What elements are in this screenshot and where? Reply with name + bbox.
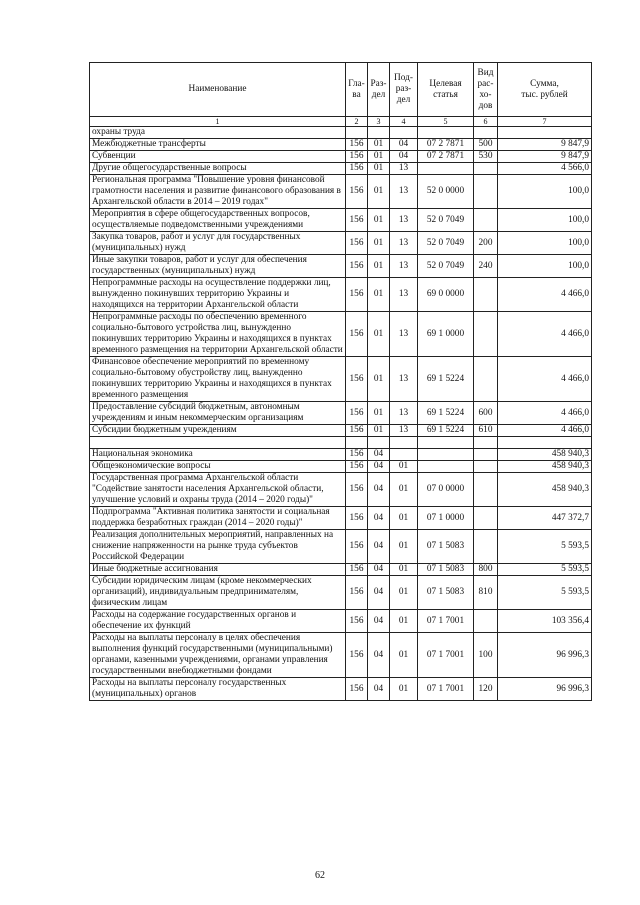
row-section: 01 bbox=[368, 357, 390, 402]
row-sum: 4 466,0 bbox=[498, 312, 592, 357]
row-chapter bbox=[346, 127, 368, 139]
row-sum: 5 593,5 bbox=[498, 530, 592, 564]
row-name: Иные закупки товаров, работ и услуг для обеспечения государственных (муниципальных) нужд bbox=[90, 255, 346, 278]
row-chapter: 156 bbox=[346, 357, 368, 402]
row-sum: 4 466,0 bbox=[498, 402, 592, 425]
row-expense-type bbox=[474, 610, 498, 633]
row-subsection: 01 bbox=[390, 461, 418, 473]
table-row bbox=[90, 255, 592, 278]
column-number-row bbox=[90, 117, 592, 127]
row-name: Расходы на содержание государственных органов и обеспечение их функций bbox=[90, 610, 346, 633]
row-subsection: 01 bbox=[390, 473, 418, 507]
table-row bbox=[90, 461, 592, 473]
row-section: 04 bbox=[368, 473, 390, 507]
row-section: 04 bbox=[368, 530, 390, 564]
row-expense-type bbox=[474, 461, 498, 473]
row-chapter: 156 bbox=[346, 610, 368, 633]
row-subsection: 04 bbox=[390, 151, 418, 163]
table-row bbox=[90, 678, 592, 701]
row-chapter: 156 bbox=[346, 507, 368, 530]
row-sum: 100,0 bbox=[498, 232, 592, 255]
row-expense-type bbox=[474, 175, 498, 209]
row-chapter: 156 bbox=[346, 163, 368, 175]
row-chapter: 156 bbox=[346, 576, 368, 610]
table-row bbox=[90, 175, 592, 209]
row-chapter: 156 bbox=[346, 473, 368, 507]
row-sum: 447 372,7 bbox=[498, 507, 592, 530]
row-subsection: 01 bbox=[390, 530, 418, 564]
row-target: 52 0 7049 bbox=[418, 255, 474, 278]
row-sum: 9 847,9 bbox=[498, 139, 592, 151]
row-subsection: 13 bbox=[390, 163, 418, 175]
header-name: Наименование bbox=[90, 63, 346, 117]
row-target: 07 2 7871 bbox=[418, 151, 474, 163]
row-expense-type: 610 bbox=[474, 425, 498, 437]
row-expense-type bbox=[474, 530, 498, 564]
row-sum: 100,0 bbox=[498, 255, 592, 278]
row-section bbox=[368, 437, 390, 449]
row-name: Общеэкономические вопросы bbox=[90, 461, 346, 473]
table-row bbox=[90, 437, 592, 449]
row-chapter: 156 bbox=[346, 461, 368, 473]
row-target bbox=[418, 461, 474, 473]
row-section: 04 bbox=[368, 610, 390, 633]
row-subsection: 13 bbox=[390, 357, 418, 402]
row-section: 01 bbox=[368, 151, 390, 163]
row-subsection: 13 bbox=[390, 209, 418, 232]
row-section: 01 bbox=[368, 232, 390, 255]
row-expense-type: 600 bbox=[474, 402, 498, 425]
row-chapter: 156 bbox=[346, 151, 368, 163]
row-name: Закупка товаров, работ и услуг для государственных (муниципальных) нужд bbox=[90, 232, 346, 255]
table-row bbox=[90, 127, 592, 139]
row-subsection: 01 bbox=[390, 576, 418, 610]
row-subsection: 01 bbox=[390, 678, 418, 701]
row-expense-type bbox=[474, 449, 498, 461]
header-section: Раз- дел bbox=[368, 63, 390, 117]
row-expense-type bbox=[474, 278, 498, 312]
row-name: Расходы на выплаты персоналу в целях обеспечения выполнения функций государственными (муниципальными) органами, казенными учреждениями, органами управления государственными внебюджетными фондами bbox=[90, 633, 346, 678]
row-name: Расходы на выплаты персоналу государственных (муниципальных) органов bbox=[90, 678, 346, 701]
row-subsection: 01 bbox=[390, 564, 418, 576]
row-section: 01 bbox=[368, 402, 390, 425]
column-number: 2 bbox=[346, 117, 368, 127]
column-number: 7 bbox=[498, 117, 592, 127]
row-target: 07 1 7001 bbox=[418, 610, 474, 633]
table-row bbox=[90, 576, 592, 610]
row-section: 04 bbox=[368, 576, 390, 610]
row-chapter: 156 bbox=[346, 449, 368, 461]
row-section bbox=[368, 127, 390, 139]
row-name: Национальная экономика bbox=[90, 449, 346, 461]
row-expense-type: 120 bbox=[474, 678, 498, 701]
column-number: 5 bbox=[418, 117, 474, 127]
row-name: Мероприятия в сфере общегосударственных вопросов, осуществляемые подведомственными учреждениями bbox=[90, 209, 346, 232]
row-target: 07 1 7001 bbox=[418, 678, 474, 701]
row-target: 07 1 7001 bbox=[418, 633, 474, 678]
row-target: 52 0 0000 bbox=[418, 175, 474, 209]
row-target bbox=[418, 127, 474, 139]
row-sum: 4 566,0 bbox=[498, 163, 592, 175]
row-subsection: 13 bbox=[390, 402, 418, 425]
table-header-row bbox=[90, 63, 592, 117]
row-target: 69 1 0000 bbox=[418, 312, 474, 357]
row-sum: 4 466,0 bbox=[498, 425, 592, 437]
row-name: Другие общегосударственные вопросы bbox=[90, 163, 346, 175]
table-row bbox=[90, 151, 592, 163]
row-target: 07 1 5083 bbox=[418, 564, 474, 576]
row-chapter: 156 bbox=[346, 209, 368, 232]
row-subsection: 13 bbox=[390, 232, 418, 255]
row-section: 01 bbox=[368, 139, 390, 151]
row-target bbox=[418, 449, 474, 461]
column-number: 3 bbox=[368, 117, 390, 127]
row-subsection bbox=[390, 449, 418, 461]
table-row bbox=[90, 449, 592, 461]
row-expense-type bbox=[474, 357, 498, 402]
row-sum: 96 996,3 bbox=[498, 678, 592, 701]
row-chapter bbox=[346, 437, 368, 449]
table-row bbox=[90, 163, 592, 175]
column-number: 6 bbox=[474, 117, 498, 127]
row-expense-type: 810 bbox=[474, 576, 498, 610]
row-name: Непрограммные расходы на осуществление поддержки лиц, вынужденно покинувших территорию Украины и находящихся на территории Архангельской области bbox=[90, 278, 346, 312]
row-section: 01 bbox=[368, 175, 390, 209]
header-sum: Сумма, тыс. рублей bbox=[498, 63, 592, 117]
table-row bbox=[90, 507, 592, 530]
row-subsection: 01 bbox=[390, 633, 418, 678]
row-sum: 103 356,4 bbox=[498, 610, 592, 633]
table-row bbox=[90, 425, 592, 437]
row-target: 69 1 5224 bbox=[418, 402, 474, 425]
row-expense-type: 100 bbox=[474, 633, 498, 678]
table-body bbox=[90, 127, 592, 701]
row-sum: 458 940,3 bbox=[498, 449, 592, 461]
row-section: 04 bbox=[368, 507, 390, 530]
row-subsection: 04 bbox=[390, 139, 418, 151]
row-name: Государственная программа Архангельской области "Содействие занятости населения Архангельской области, улучшение условий и охраны труда (2014 – 2020 годы)" bbox=[90, 473, 346, 507]
row-name: Подпрограмма "Активная политика занятости и социальная поддержка безработных граждан (2014 – 2020 годы)" bbox=[90, 507, 346, 530]
row-section: 01 bbox=[368, 425, 390, 437]
row-sum: 458 940,3 bbox=[498, 461, 592, 473]
row-target: 52 0 7049 bbox=[418, 209, 474, 232]
row-name: Иные бюджетные ассигнования bbox=[90, 564, 346, 576]
row-chapter: 156 bbox=[346, 139, 368, 151]
row-subsection: 01 bbox=[390, 507, 418, 530]
row-expense-type bbox=[474, 127, 498, 139]
row-target bbox=[418, 437, 474, 449]
table-row bbox=[90, 564, 592, 576]
row-chapter: 156 bbox=[346, 633, 368, 678]
header-expense-type: Вид рас- хо- дов bbox=[474, 63, 498, 117]
row-section: 04 bbox=[368, 564, 390, 576]
row-sum bbox=[498, 437, 592, 449]
row-target: 07 0 0000 bbox=[418, 473, 474, 507]
row-chapter: 156 bbox=[346, 402, 368, 425]
row-section: 01 bbox=[368, 209, 390, 232]
row-expense-type: 800 bbox=[474, 564, 498, 576]
row-name: Непрограммные расходы по обеспечению временного социально-бытового устройства лиц, вынужденно покинувших территорию Украины и находящихся в пунктах временного размещения на территории Архангельской области bbox=[90, 312, 346, 357]
row-name: Региональная программа "Повышение уровня финансовой грамотности населения и развитие финансового образования в Архангельской области в 2014 – 2019 годах" bbox=[90, 175, 346, 209]
table-row bbox=[90, 610, 592, 633]
row-target: 07 1 5083 bbox=[418, 576, 474, 610]
row-name: Субсидии бюджетным учреждениям bbox=[90, 425, 346, 437]
row-expense-type bbox=[474, 163, 498, 175]
budget-table bbox=[89, 62, 592, 701]
row-target: 69 0 0000 bbox=[418, 278, 474, 312]
row-chapter: 156 bbox=[346, 232, 368, 255]
table-row bbox=[90, 530, 592, 564]
row-name: Финансовое обеспечение мероприятий по временному социально-бытовому обустройству лиц, вынужденно покинувших территорию Украины и находящихся в пунктах временного размещения bbox=[90, 357, 346, 402]
row-section: 01 bbox=[368, 255, 390, 278]
row-sum: 5 593,5 bbox=[498, 576, 592, 610]
row-subsection: 01 bbox=[390, 610, 418, 633]
row-sum: 100,0 bbox=[498, 209, 592, 232]
row-target bbox=[418, 163, 474, 175]
row-target: 69 1 5224 bbox=[418, 425, 474, 437]
row-section: 04 bbox=[368, 461, 390, 473]
row-name: охраны труда bbox=[90, 127, 346, 139]
row-expense-type bbox=[474, 507, 498, 530]
row-chapter: 156 bbox=[346, 678, 368, 701]
table-row bbox=[90, 473, 592, 507]
row-chapter: 156 bbox=[346, 425, 368, 437]
row-section: 01 bbox=[368, 312, 390, 357]
row-sum: 9 847,9 bbox=[498, 151, 592, 163]
header-chapter: Гла- ва bbox=[346, 63, 368, 117]
row-section: 04 bbox=[368, 678, 390, 701]
row-chapter: 156 bbox=[346, 530, 368, 564]
row-expense-type bbox=[474, 437, 498, 449]
row-chapter: 156 bbox=[346, 312, 368, 357]
row-name: Предоставление субсидий бюджетным, автономным учреждениям и иным некоммерческим организациям bbox=[90, 402, 346, 425]
table-row bbox=[90, 633, 592, 678]
table-row bbox=[90, 209, 592, 232]
row-name: Межбюджетные трансферты bbox=[90, 139, 346, 151]
row-name bbox=[90, 437, 346, 449]
row-sum: 4 466,0 bbox=[498, 278, 592, 312]
row-subsection bbox=[390, 127, 418, 139]
row-target: 07 1 5083 bbox=[418, 530, 474, 564]
column-number: 4 bbox=[390, 117, 418, 127]
row-sum: 96 996,3 bbox=[498, 633, 592, 678]
row-expense-type: 240 bbox=[474, 255, 498, 278]
table-row bbox=[90, 232, 592, 255]
row-target: 07 2 7871 bbox=[418, 139, 474, 151]
table-row bbox=[90, 278, 592, 312]
header-target: Целевая статья bbox=[418, 63, 474, 117]
row-section: 04 bbox=[368, 449, 390, 461]
row-expense-type: 500 bbox=[474, 139, 498, 151]
row-subsection: 13 bbox=[390, 278, 418, 312]
row-sum: 5 593,5 bbox=[498, 564, 592, 576]
row-name: Субсидии юридическим лицам (кроме некоммерческих организаций), индивидуальным предпринимателям, физическим лицам bbox=[90, 576, 346, 610]
row-section: 01 bbox=[368, 278, 390, 312]
row-subsection: 13 bbox=[390, 255, 418, 278]
row-target: 52 0 7049 bbox=[418, 232, 474, 255]
row-target: 07 1 0000 bbox=[418, 507, 474, 530]
row-subsection: 13 bbox=[390, 175, 418, 209]
row-sum bbox=[498, 127, 592, 139]
row-chapter: 156 bbox=[346, 278, 368, 312]
row-section: 04 bbox=[368, 633, 390, 678]
row-subsection: 13 bbox=[390, 425, 418, 437]
table-row bbox=[90, 312, 592, 357]
row-expense-type bbox=[474, 209, 498, 232]
row-subsection: 13 bbox=[390, 312, 418, 357]
row-sum: 4 466,0 bbox=[498, 357, 592, 402]
row-sum: 100,0 bbox=[498, 175, 592, 209]
row-name: Реализация дополнительных мероприятий, направленных на снижение напряженности на рынке труда субъектов Российской Федерации bbox=[90, 530, 346, 564]
row-chapter: 156 bbox=[346, 175, 368, 209]
row-expense-type bbox=[474, 312, 498, 357]
table-row bbox=[90, 357, 592, 402]
page-number: 62 bbox=[315, 870, 325, 881]
row-chapter: 156 bbox=[346, 564, 368, 576]
row-subsection bbox=[390, 437, 418, 449]
row-expense-type: 200 bbox=[474, 232, 498, 255]
row-expense-type bbox=[474, 473, 498, 507]
row-section: 01 bbox=[368, 163, 390, 175]
row-sum: 458 940,3 bbox=[498, 473, 592, 507]
table-row bbox=[90, 139, 592, 151]
row-name: Субвенции bbox=[90, 151, 346, 163]
column-number: 1 bbox=[90, 117, 346, 127]
header-subsection: Под- раз- дел bbox=[390, 63, 418, 117]
row-chapter: 156 bbox=[346, 255, 368, 278]
row-target: 69 1 5224 bbox=[418, 357, 474, 402]
row-expense-type: 530 bbox=[474, 151, 498, 163]
table-row bbox=[90, 402, 592, 425]
